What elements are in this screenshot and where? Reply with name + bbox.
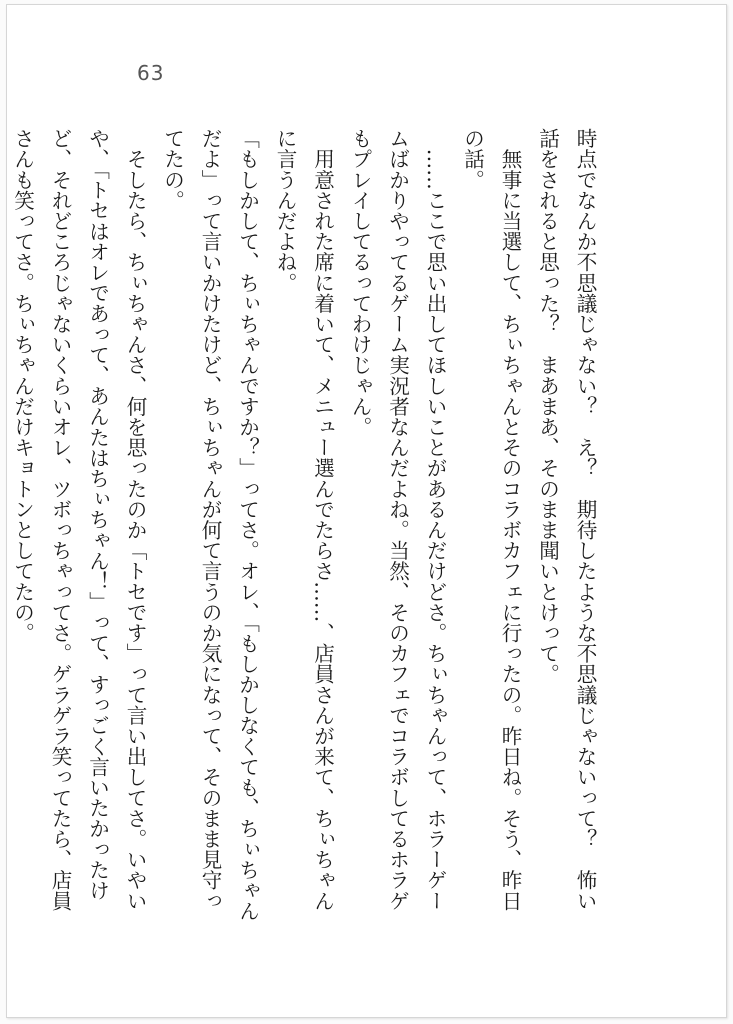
vertical-body-text (3, 128, 603, 928)
page-number: 63 (137, 61, 165, 85)
paragraph: 「もしかして、ちぃちゃんですか？」ってさ。オレ、「もしかしなくても、ちぃちゃんだよ」って言いかけたけど、ちぃちゃんが何て言うのか気になって、そのまま見守ってたの。 (160, 128, 260, 922)
paragraph: ……ここで思い出してほしいことがあるんだけどさ。ちぃちゃんって、ホラーゲームばかりやってるゲーム実況者なんだよね。当然、そのカフェでコラボしてるホラゲもプレイしてるってわけじゃん。 (348, 128, 447, 911)
book-page (6, 4, 727, 1018)
paragraph: そしたら、ちぃちゃんさ、何を思ったのか「トセです」って言い出してさ。いやいや、「トセはオレであって、あんたはちぃちゃん！」って、すっごく言いたかったけど、それどころじゃないくらいオレ、ツボっちゃってさ。ゲラゲラ笑ってたら、店員さんも笑ってさ。ちぃちゃんだけキョトンとしてたの。 (10, 128, 147, 911)
paragraph: 無事に当選して、ちぃちゃんとそのコラボカフェに行ったの。昨日ね。そう、昨日の話。 (460, 128, 522, 911)
paragraph: 時点でなんか不思議じゃない？ え？ 期待したような不思議じゃないって？ 怖い話をされると思った？ まあまあ、そのまま聞いとけって。 (535, 128, 597, 911)
paragraph: 用意された席に着いて、メニュー選んでたらさ……、店員さんが来て、ちぃちゃんに言うんだよね。 (273, 128, 335, 911)
